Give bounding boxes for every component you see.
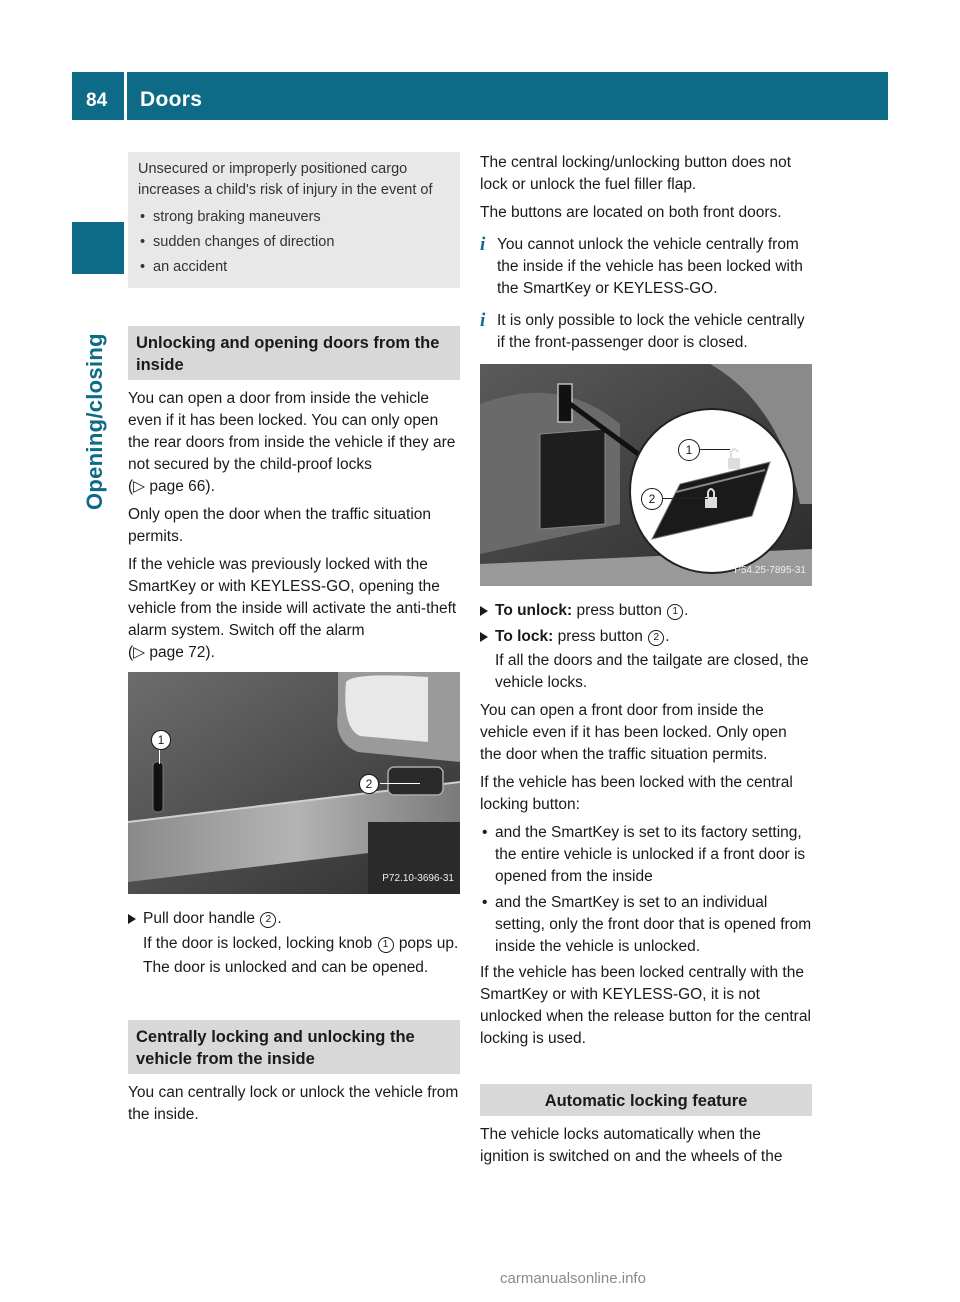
instruction-step: To lock: press button 2 . — [480, 626, 812, 648]
callout-ref-2: 2 — [648, 630, 664, 646]
callout-ref-1: 1 — [378, 937, 394, 953]
step-arrow-icon — [128, 914, 136, 924]
paragraph: If the vehicle has been locked with the central locking button: — [480, 774, 793, 813]
section-heading-automatic-locking: Automatic locking feature — [480, 1084, 812, 1116]
callout-2-line — [663, 498, 708, 499]
step-result-b: pops up. The door is unlocked and can be opened. — [143, 935, 459, 976]
callout-1-line — [700, 449, 730, 450]
info-text: You cannot unlock the vehicle centrally from the inside if the vehicle has been locked with the SmartKey or KEYLESS-GO. — [497, 236, 803, 297]
paragraph: The buttons are located on both front doors. — [480, 204, 782, 221]
paragraph: The central locking/unlocking button does not lock or unlock the fuel filler flap. — [480, 154, 792, 193]
step-label: To lock: — [495, 628, 554, 645]
paragraph: The vehicle locks automatically when the ignition is switched on and the wheels of the — [480, 1126, 783, 1165]
callout-2: 2 — [359, 774, 379, 794]
warning-bullet: • strong braking maneuvers — [138, 207, 450, 228]
step-arrow-icon — [480, 632, 488, 642]
left-column — [128, 152, 460, 1132]
section-tab-marker — [72, 222, 124, 274]
step-text: press button — [557, 628, 643, 645]
instruction-step: Pull door handle 2 . — [128, 908, 460, 930]
callout-ref-1: 1 — [667, 604, 683, 620]
info-text: It is only possible to lock the vehicle centrally if the front-passenger door is closed. — [497, 312, 805, 351]
lock-button-illustration — [480, 364, 812, 586]
warning-intro: Unsecured or improperly positioned cargo increases a child's risk of injury in the event of — [138, 161, 433, 198]
warning-bullet: • sudden changes of direction — [138, 232, 450, 253]
list-item: • and the SmartKey is set to an individual setting, only the front door that is opened from inside the vehicle is unlocked. — [480, 892, 812, 958]
paragraph: Only open the door when the traffic situation permits. — [128, 506, 432, 545]
step-text: press button — [576, 602, 662, 619]
paragraph-text: You can open a door from inside the vehicle even if it has been locked. You can only open the rear doors from inside the vehicle if they are not secured by the child-proof locks — [128, 390, 456, 473]
figure-code: P72.10-3696-31 — [382, 873, 454, 884]
info-icon: i — [480, 234, 486, 255]
step-result — [128, 932, 460, 980]
paragraph: If the vehicle has been locked centrally with the SmartKey or with KEYLESS-GO, it is not unlocked when the release button for the central locking is used. — [480, 964, 811, 1047]
paragraph — [128, 388, 460, 498]
paragraph-text: If the vehicle was previously locked with the SmartKey or with KEYLESS-GO, opening the vehicle from the inside will activate the anti-theft alarm system. Switch off the alarm — [128, 556, 457, 639]
door-handle-figure — [128, 672, 460, 894]
paragraph: You can open a front door from inside the vehicle even if it has been locked. Only open the door when the traffic situation permits. — [480, 702, 787, 763]
callout-1: 1 — [678, 439, 700, 461]
section-side-label: Opening/closing — [82, 333, 107, 510]
page-reference-link[interactable]: (▷ page 66). — [128, 478, 215, 495]
page-number: 84 — [86, 90, 108, 111]
step-result-a: If the door is locked, locking knob — [143, 935, 373, 952]
page-reference-link[interactable]: (▷ page 72). — [128, 644, 215, 661]
watermark: carmanualsonline.info — [500, 1270, 646, 1287]
callout-ref-2: 2 — [260, 912, 276, 928]
step-label: To unlock: — [495, 602, 573, 619]
step-text: Pull door handle — [143, 910, 256, 927]
header-separator — [124, 72, 127, 120]
page-title: Doors — [140, 88, 203, 111]
instruction-step: To unlock: press button 1 . — [480, 600, 812, 622]
section-heading-central-locking: Centrally locking and unlocking the vehicle from the inside — [128, 1020, 460, 1074]
step-arrow-icon — [480, 606, 488, 616]
callout-1: 1 — [151, 730, 171, 750]
callout-2: 2 — [641, 488, 663, 510]
paragraph — [128, 554, 460, 664]
callout-2-line — [380, 783, 420, 784]
figure-code: P54.25-7895-31 — [734, 565, 806, 576]
warning-box — [128, 152, 460, 288]
callout-1-line — [159, 750, 160, 764]
paragraph: You can centrally lock or unlock the vehicle from the inside. — [128, 1084, 459, 1123]
info-note — [480, 310, 812, 354]
info-icon: i — [480, 310, 486, 331]
info-note — [480, 234, 812, 300]
lock-button-figure — [480, 364, 812, 586]
list-item: • and the SmartKey is set to its factory setting, the entire vehicle is unlocked if a front door is opened from the inside — [480, 822, 812, 888]
section-heading-unlocking: Unlocking and opening doors from the inside — [128, 326, 460, 380]
step-result: If all the doors and the tailgate are closed, the vehicle locks. — [495, 652, 809, 691]
warning-bullet: • an accident — [138, 257, 450, 278]
right-column — [480, 152, 812, 1174]
